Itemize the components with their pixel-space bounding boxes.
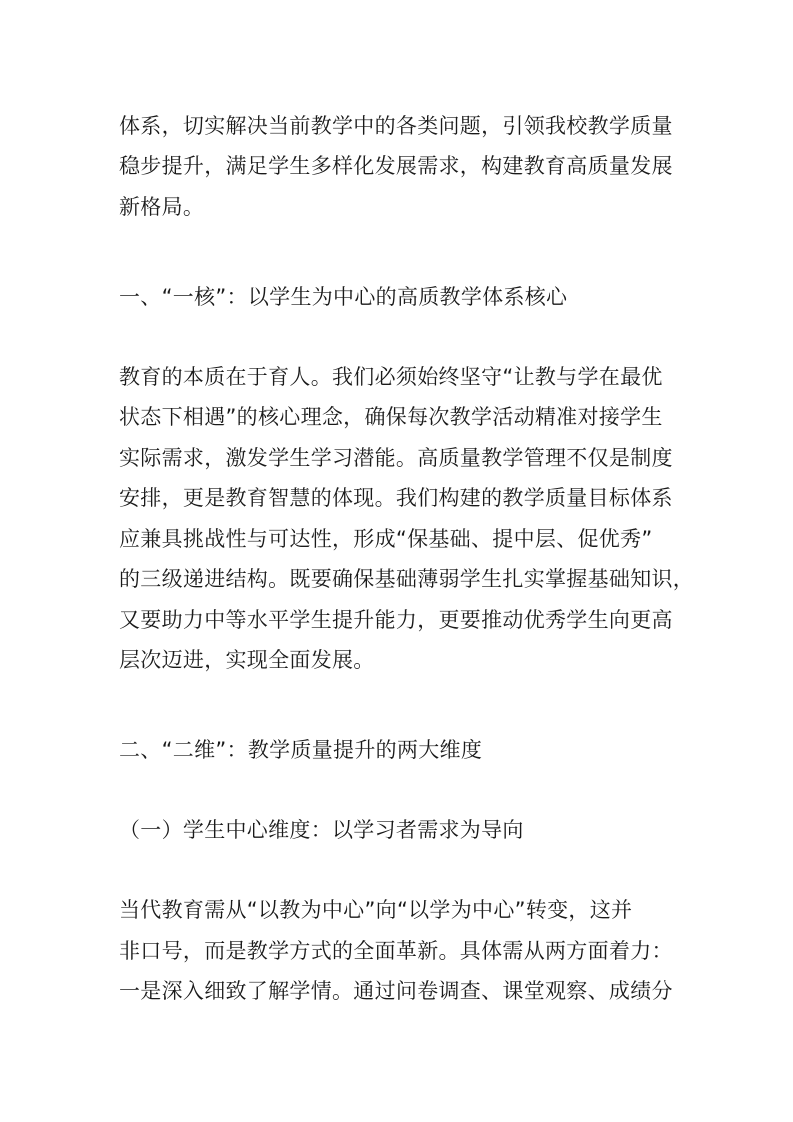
paragraph-line: 实际需求，激发学生学习潜能。高质量教学管理不仅是制度 <box>119 446 673 470</box>
paragraph-line: 体系，切实解决当前教学中的各类问题，引领我校教学质量 <box>119 114 673 138</box>
subsection-heading: （一）学生中心维度：以学习者需求为导向 <box>119 818 524 842</box>
paragraph-line: 又要助力中等水平学生提升能力，更要推动优秀学生向更高 <box>119 608 673 632</box>
paragraph-line: 新格局。 <box>119 195 205 219</box>
paragraph-line: 的三级递进结构。既要确保基础薄弱学生扎实掌握基础知识， <box>119 567 695 591</box>
paragraph-line: 一是深入细致了解学情。通过问卷调查、课堂观察、成绩分 <box>119 979 673 1003</box>
paragraph-line: 当代教育需从“以教为中心”向“以学为中心”转变，这并 <box>119 898 633 922</box>
paragraph-line: 状态下相遇”的核心理念，确保每次教学活动精准对接学生 <box>119 405 663 429</box>
section-heading-1: 一、“一核”：以学生为中心的高质教学体系核心 <box>119 285 568 309</box>
paragraph-line: 稳步提升，满足学生多样化发展需求，构建教育高质量发展 <box>119 154 673 178</box>
paragraph-line: 应兼具挑战性与可达性，形成“保基础、提中层、促优秀” <box>119 527 653 551</box>
paragraph-line: 层次迈进，实现全面发展。 <box>119 648 375 672</box>
paragraph-line: 非口号，而是教学方式的全面革新。具体需从两方面着力： <box>119 939 673 963</box>
section-heading-2: 二、“二维”：教学质量提升的两大维度 <box>119 738 483 762</box>
paragraph-line: 安排，更是教育智慧的体现。我们构建的教学质量目标体系 <box>119 486 673 510</box>
paragraph-line: 教育的本质在于育人。我们必须始终坚守“让教与学在最优 <box>119 365 663 389</box>
